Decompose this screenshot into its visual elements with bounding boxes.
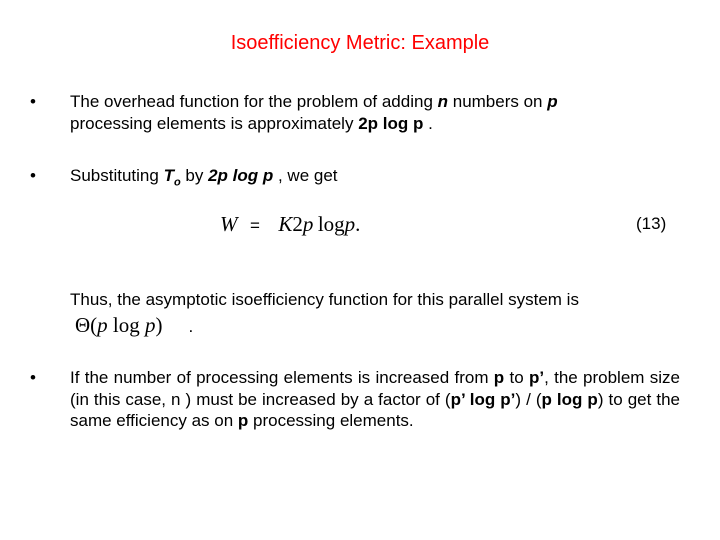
bullet: • (30, 166, 36, 185)
bullet-substituting: Substituting $T_o$ by 2p log p , we get (70, 166, 338, 189)
thus-paragraph: Thus, the asymptotic isoefficiency function for this parallel system is (70, 290, 579, 309)
theta-expression: Θ(p log p) . (75, 313, 194, 337)
bullet-overhead: The overhead function for the problem of adding n numbers on p processing elements is approximately 2p log p . (70, 92, 558, 133)
bullet: • (30, 368, 36, 387)
equation-13: W = K2p logp. (220, 212, 361, 236)
bullet: • (30, 92, 36, 111)
equation-number: (13) (636, 214, 667, 233)
slide-title: Isoefficiency Metric: Example (230, 32, 490, 54)
bullet-increase: If the number of processing elements is increased from p to p’, the problem size (in this case, n ) must be increased by a factor of (p’ log p’) / (p log p) to get the same efficiency as on p processing elements. (70, 368, 680, 430)
